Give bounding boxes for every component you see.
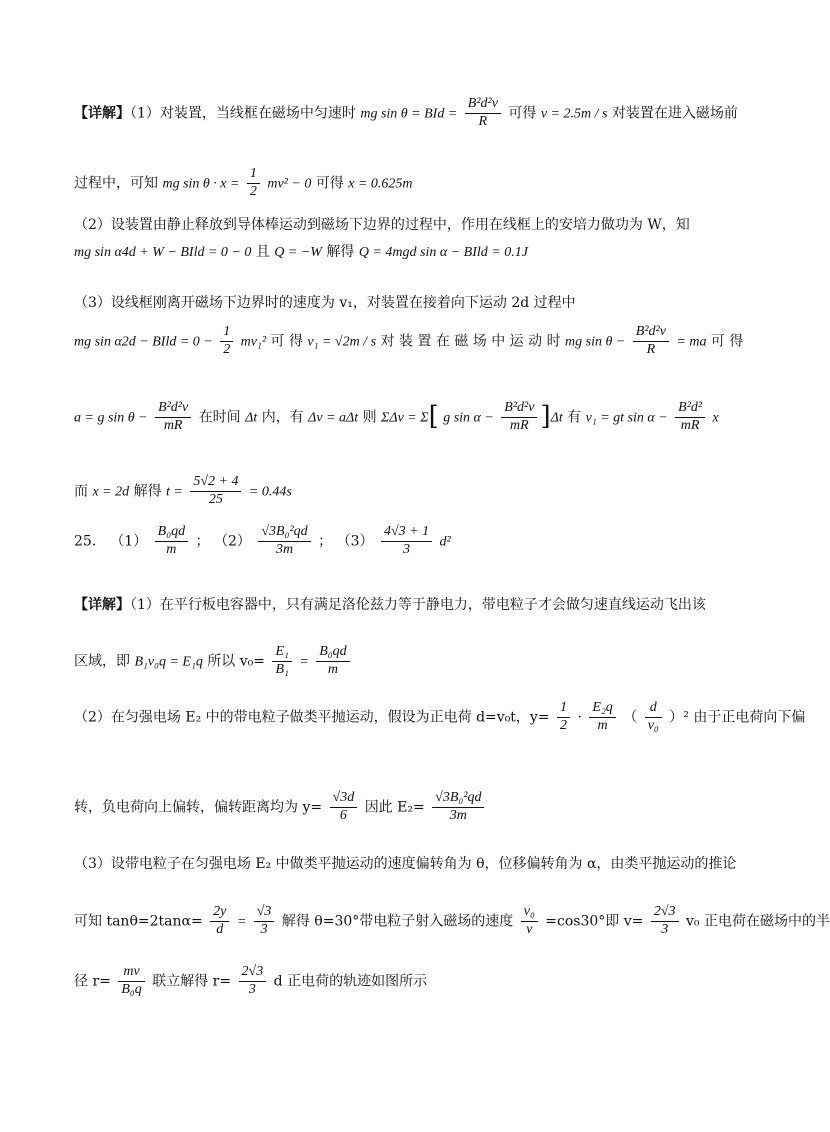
equation: x xyxy=(712,410,719,426)
equation: mv² − 0 xyxy=(267,176,312,192)
text: 可得 xyxy=(315,175,344,192)
denominator: m xyxy=(327,661,338,677)
numerator: d xyxy=(645,700,662,718)
text: 转，负电荷向上偏转，偏转距离均为 y= xyxy=(74,799,323,816)
numerator: B²d²v xyxy=(465,96,501,114)
text: （3）设带电粒子在匀强电场 E₂ 中做类平抛运动的速度偏转角为 θ，位移偏转角为 α，由类平抛运动的推论 xyxy=(74,856,737,872)
equation: mg sin θ = BId = xyxy=(360,106,458,122)
solution-line-6 xyxy=(74,324,744,359)
text: 对装置在进入磁场前 xyxy=(611,105,738,122)
denominator: v xyxy=(526,921,533,937)
numerator: √3B₀²qd xyxy=(258,524,310,542)
text: ； xyxy=(195,533,210,550)
text: 在时间 xyxy=(198,409,241,426)
equation: = ma xyxy=(676,334,707,350)
solution-line-4 xyxy=(74,244,740,262)
denominator: R xyxy=(646,341,656,357)
text: 因此 E₂= xyxy=(364,799,425,816)
denominator: 3 xyxy=(403,541,411,557)
denominator: 3m xyxy=(449,807,467,823)
numerator: B₀qd xyxy=(316,644,349,662)
fraction xyxy=(190,474,241,509)
denominator: d xyxy=(216,921,224,937)
fraction xyxy=(589,700,615,735)
equation: Q = −W xyxy=(274,245,322,260)
text: v₀ 正电荷在磁场中的半 xyxy=(685,913,830,930)
text: （2）在匀强电场 E₂ 中的带电粒子做类平抛运动，假设为正电荷 d=v₀t，y= xyxy=(74,709,550,726)
fraction xyxy=(118,964,144,999)
solution-line-5 xyxy=(74,295,740,312)
fraction xyxy=(247,166,260,201)
numerator: 1 xyxy=(220,324,233,342)
text: 对 装 置 在 磁 场 中 运 动 时 xyxy=(380,333,561,350)
text: （1）在平行板电容器中，只有满足洛伦兹力等于静电力，带电粒子才会做匀速直线运动飞出该 xyxy=(130,597,706,613)
text: 内，有 xyxy=(261,409,304,426)
denominator: 6 xyxy=(339,807,347,823)
text: 解得 xyxy=(133,483,162,500)
fraction xyxy=(501,400,537,435)
numerator: 4√3 + 1 xyxy=(381,524,432,542)
text: d 正电荷的轨迹如图所示 xyxy=(273,973,428,990)
fraction xyxy=(155,400,191,435)
text: 而 xyxy=(74,483,88,500)
equation: ΣΔv = Σ xyxy=(381,410,429,426)
fraction xyxy=(272,644,291,679)
numerator: B²d²v xyxy=(633,324,669,342)
text: （ xyxy=(623,709,638,726)
text: 可 得 xyxy=(710,333,744,350)
fraction xyxy=(316,644,349,679)
text: ）² xyxy=(669,709,689,726)
equation: mg sin α4d + W − BIld = 0 − 0 xyxy=(74,245,252,260)
fraction xyxy=(465,96,501,131)
denominator: 3 xyxy=(248,981,256,997)
text: ； xyxy=(318,533,333,550)
numerator: √3B₀²qd xyxy=(432,790,484,808)
fraction xyxy=(633,324,669,359)
denominator: mR xyxy=(510,417,529,433)
equation: mv₁² xyxy=(240,334,267,350)
numerator: 5√2 + 4 xyxy=(190,474,241,492)
text: 径 r= xyxy=(74,973,111,990)
solution-line-2 xyxy=(74,166,740,201)
text: 由于正电荷向下偏 xyxy=(693,709,806,726)
fraction xyxy=(432,790,484,825)
fraction xyxy=(220,324,233,359)
text: 可得 xyxy=(508,105,537,122)
denominator: v₀ xyxy=(647,717,659,733)
numerator: v₀ xyxy=(521,904,538,922)
denominator: 3m xyxy=(275,541,294,557)
fraction xyxy=(254,904,275,939)
solution-line-10 xyxy=(74,644,740,679)
solution-line-11 xyxy=(74,700,806,735)
equation: g sin α − xyxy=(443,410,494,426)
equation: mg sin θ − xyxy=(565,334,626,350)
bracket: ] xyxy=(540,401,551,432)
solution-line-1 xyxy=(74,96,740,131)
fraction xyxy=(258,524,310,559)
equation: v₁ = gt sin α − xyxy=(585,410,668,426)
denominator: B₁ xyxy=(275,661,289,677)
fraction xyxy=(330,790,358,825)
detail-tag: 【详解】 xyxy=(74,105,130,122)
numerator: B²d²v xyxy=(155,400,191,418)
fraction xyxy=(210,904,229,939)
fraction xyxy=(675,400,705,435)
solution-line-9 xyxy=(74,597,740,614)
numerator: E₁ xyxy=(272,644,291,662)
text: 有 xyxy=(567,409,582,426)
text: （2）设装置由静止释放到导体棒运动到磁场下边界的过程中，作用在线框上的安培力做功为 W，知 xyxy=(74,217,690,233)
numerator: 2y xyxy=(210,904,229,922)
text: =cos30°即 v= xyxy=(545,913,644,930)
text: （2） xyxy=(213,533,251,550)
text: 解得 θ=30°带电粒子射入磁场的速度 xyxy=(281,913,514,930)
solution-line-14 xyxy=(74,904,830,939)
equation: = xyxy=(299,654,309,670)
denominator: m xyxy=(166,541,177,557)
text: （1） xyxy=(110,533,148,550)
equation: Δv = aΔt xyxy=(308,410,359,426)
solution-line-7 xyxy=(74,400,740,435)
bracket: [ xyxy=(428,401,439,432)
numerator: E₂q xyxy=(589,700,615,718)
text: · xyxy=(577,709,582,726)
detail-tag: 【详解】 xyxy=(74,597,130,613)
denominator: m xyxy=(597,717,608,733)
numerator: √3 xyxy=(254,904,275,922)
equation: mg sin θ · x = xyxy=(162,176,240,192)
numerator: √3d xyxy=(330,790,358,808)
text: （3）设线框刚离开磁场下边界时的速度为 v₁，对装置在接着向下运动 2d 过程中 xyxy=(74,295,576,311)
text: 且 xyxy=(255,244,270,260)
solution-line-13 xyxy=(74,856,740,873)
numerator: 1 xyxy=(557,700,570,718)
equation: mg sin α2d − BIld = 0 − xyxy=(74,334,213,350)
denominator: 3 xyxy=(260,921,268,937)
text: 联立解得 r= xyxy=(152,973,232,990)
fraction xyxy=(521,904,538,939)
text: （3） xyxy=(336,533,374,550)
fraction xyxy=(239,964,267,999)
numerator: 2√3 xyxy=(239,964,267,982)
numerator: B²d² xyxy=(675,400,705,418)
denominator: mR xyxy=(163,417,183,433)
text: 所以 v₀= xyxy=(207,653,265,670)
text: 区域，即 xyxy=(74,653,130,670)
equation: x = 2d xyxy=(92,484,130,500)
denominator: 2 xyxy=(249,183,257,199)
numerator: 2√3 xyxy=(651,904,679,922)
denominator: 25 xyxy=(208,491,223,507)
text: 解得 xyxy=(326,244,355,260)
text: 可 得 xyxy=(270,333,303,350)
equation: v = 2.5m / s xyxy=(540,106,608,122)
equation: d² xyxy=(439,534,451,550)
text: 则 xyxy=(362,409,377,426)
equation: Q = 4mgd sin α − BIld = 0.1J xyxy=(358,245,528,260)
equation: x = 0.625m xyxy=(348,176,413,192)
text: 过程中，可知 xyxy=(74,175,158,192)
equation: Δt xyxy=(245,410,258,426)
numerator: mv xyxy=(118,964,144,982)
numerator: B₀qd xyxy=(155,524,188,542)
equation: v₁ = √2m / s xyxy=(307,334,377,350)
solution-line-3 xyxy=(74,217,740,234)
denominator: 2 xyxy=(560,717,568,733)
denominator: R xyxy=(478,113,488,129)
text: （1）对装置，当线框在磁场中匀速时 xyxy=(130,105,356,122)
equation: a = g sin θ − xyxy=(74,410,148,426)
fraction xyxy=(645,700,662,735)
numerator: 1 xyxy=(247,166,260,184)
denominator: B₀q xyxy=(121,981,142,997)
solution-line-8 xyxy=(74,474,740,509)
denominator: 3 xyxy=(661,921,669,937)
fraction xyxy=(557,700,570,735)
equation: t = xyxy=(166,484,183,500)
equation: B₁v₀q = E₁q xyxy=(134,654,203,670)
question-number: 25． xyxy=(74,533,106,550)
solution-line-15 xyxy=(74,964,740,999)
equation: Δt xyxy=(550,410,563,426)
equation: = xyxy=(236,914,247,930)
equation: = 0.44s xyxy=(248,484,292,500)
denominator: 2 xyxy=(223,341,231,357)
fraction xyxy=(155,524,188,559)
denominator: mR xyxy=(680,417,700,433)
text: 可知 tanθ=2tanα= xyxy=(74,913,203,930)
fraction xyxy=(381,524,432,559)
numerator: B²d²v xyxy=(501,400,537,418)
solution-line-12 xyxy=(74,790,740,825)
answer-line-25 xyxy=(74,524,740,559)
fraction xyxy=(651,904,679,939)
